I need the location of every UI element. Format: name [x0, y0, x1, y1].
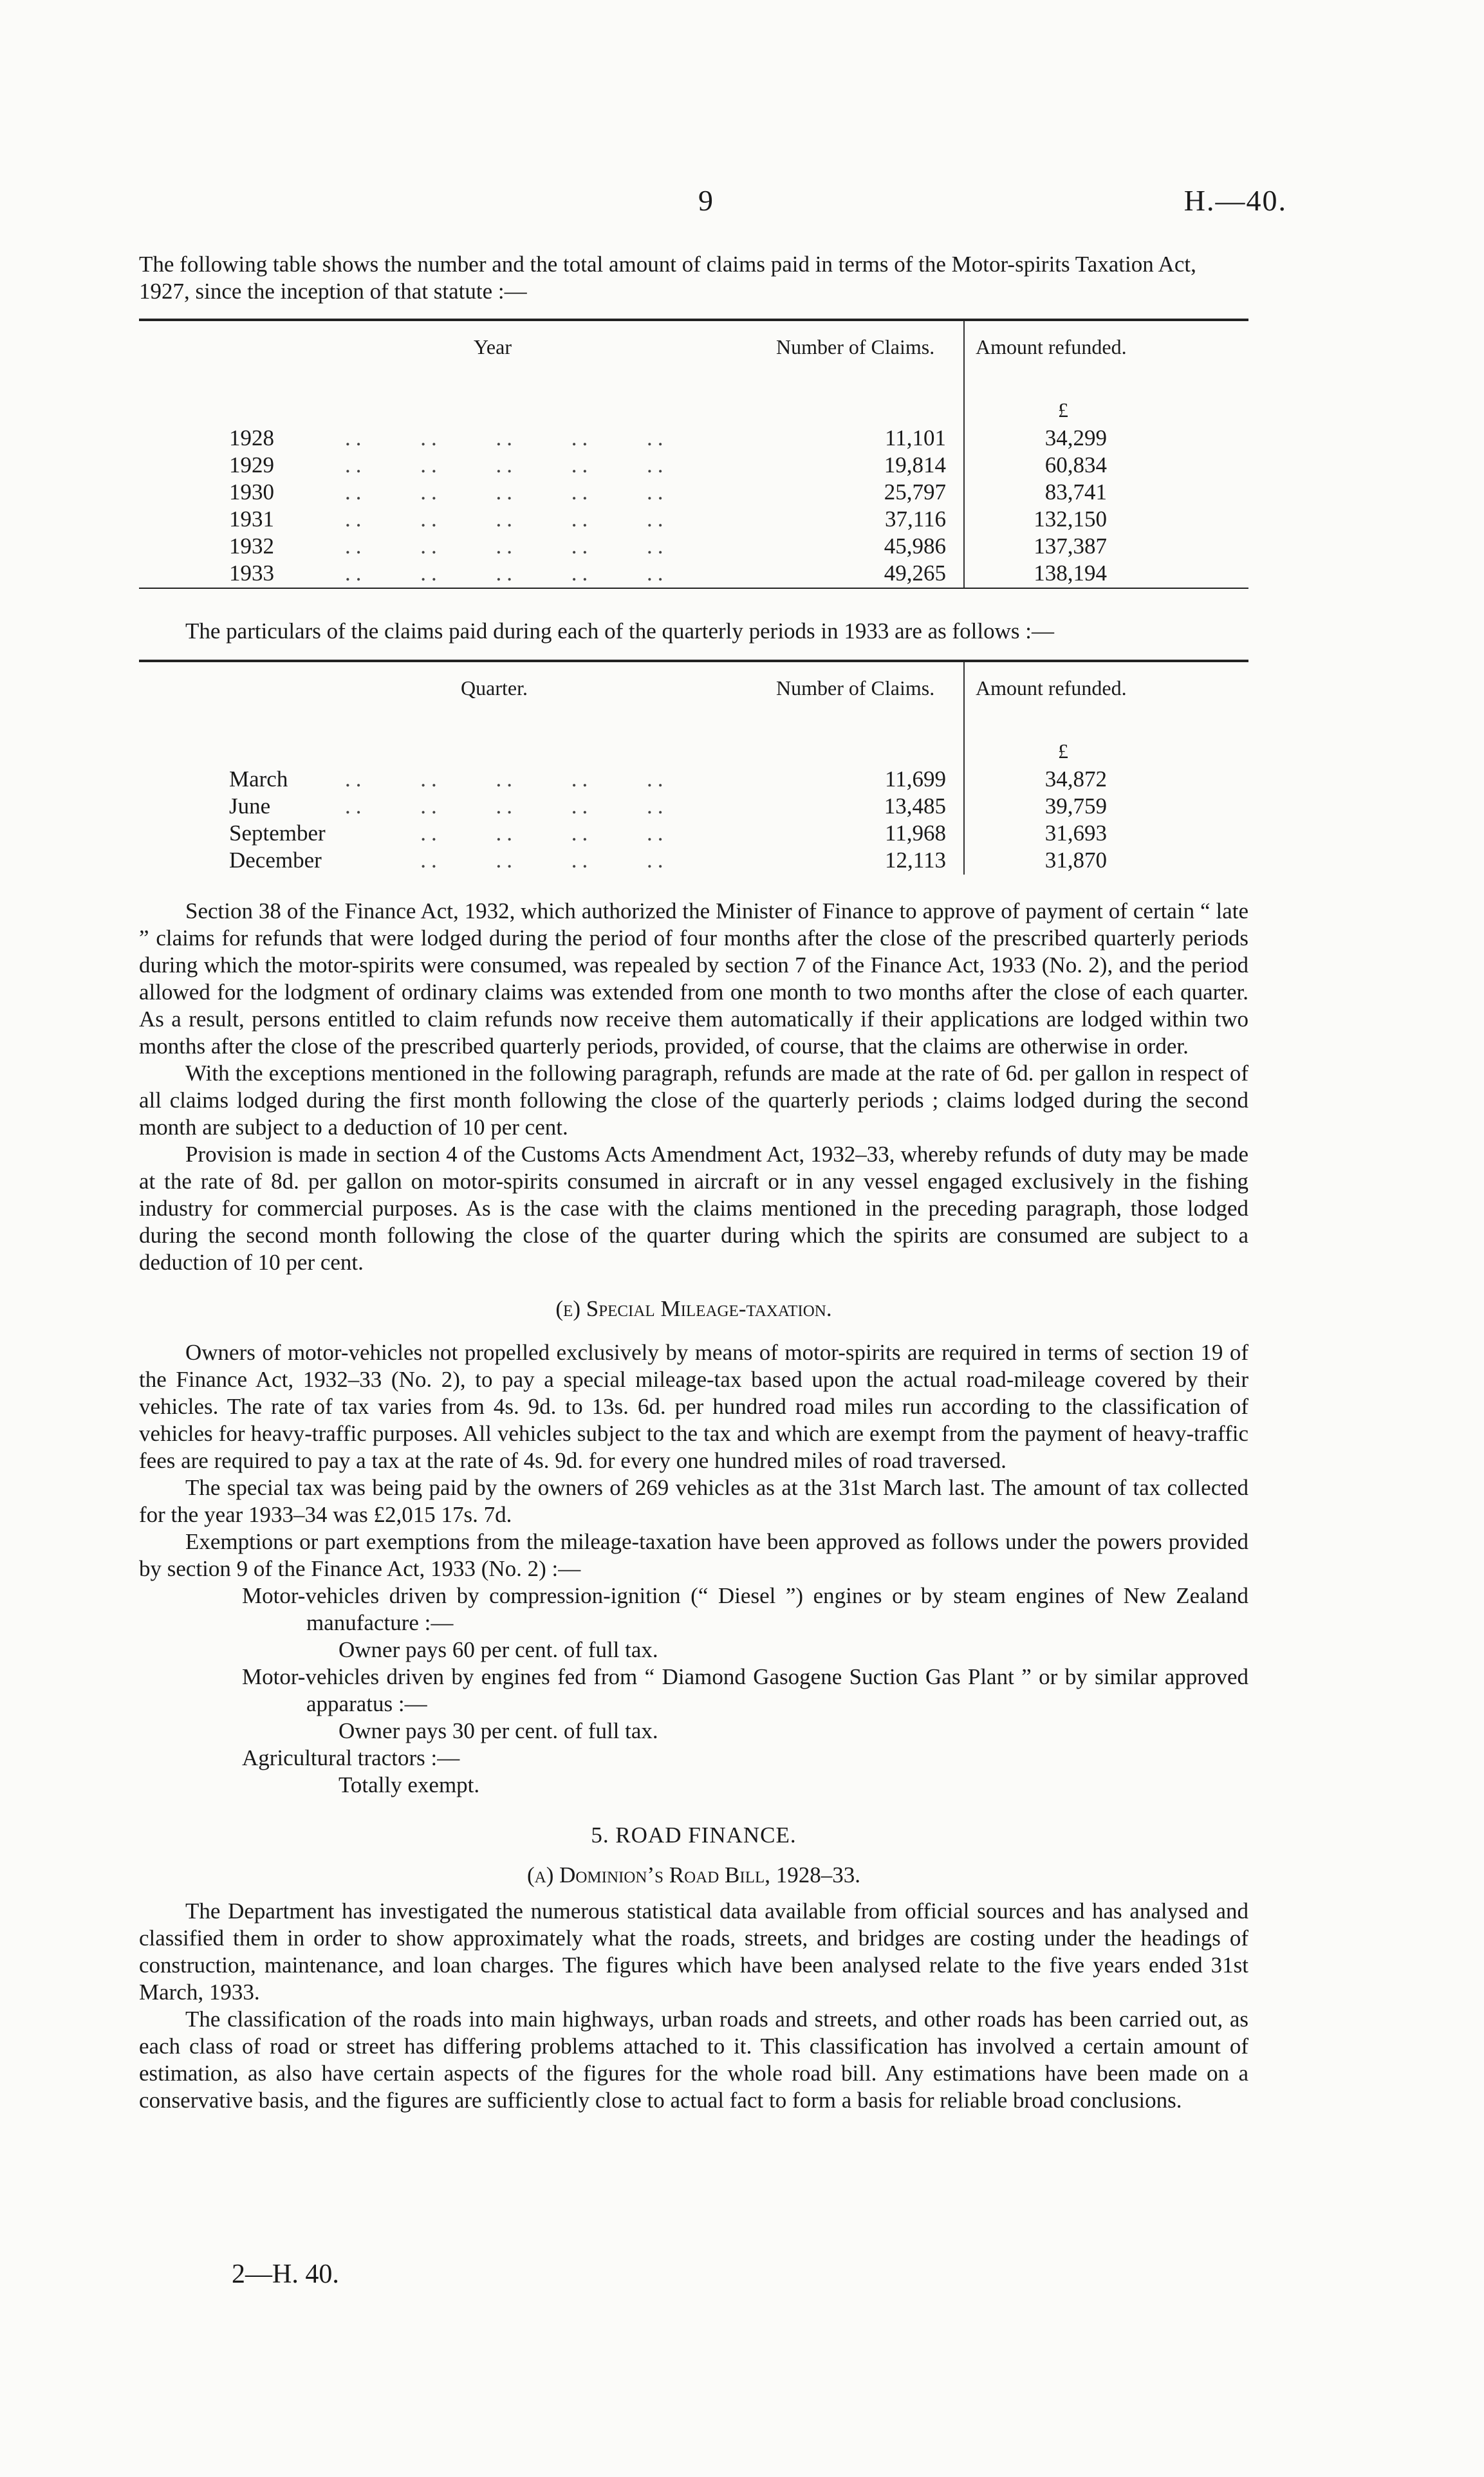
amount-value: 39,759 [1044, 793, 1107, 819]
leader-dots: .. .. .. .. .. [345, 452, 669, 478]
paragraph-refund-rate: With the exceptions mentioned in the following paragraph, refunds are made at the rate of 6d. per gallon in respect of all claims lodged during the first month following the close of the quarterly periods ; claims lodged during the second month are subject to a deduction of 10 per cent. [139, 1061, 1248, 1140]
leader-dots: .. .. .. .. .. [345, 479, 669, 505]
table-body [139, 398, 1248, 588]
paragraph-department-investigation: The Department has investigated the numerous statistical data available from official sources and has analysed and classified them in order to show approximately what the roads, streets, and bridges are costing under the headings of construction, maintenance, and loan charges. The figures which have been analysed relate to the five years ended 31st March, 1933. [139, 1898, 1248, 2005]
row-label: 1931 [229, 506, 274, 532]
claims-value: 11,101 [885, 425, 946, 450]
heading-text: (e) Special Mileage-taxation. [555, 1296, 832, 1321]
leader-dots: .. .. .. .. .. [345, 506, 669, 532]
table-body [139, 739, 1248, 875]
row-label: March [229, 766, 288, 792]
page-number: 9 [698, 184, 713, 217]
document-reference: H.—40. [1183, 184, 1287, 217]
table-row [139, 561, 1248, 588]
exemption-description: Agricultural tractors :— [242, 1745, 460, 1770]
col-header-claims: Number of Claims. [776, 335, 935, 358]
amount-value: 132,150 [1034, 506, 1107, 532]
table-row [139, 425, 1248, 452]
claims-value: 12,113 [885, 848, 946, 873]
col-header-quarter: Quarter. [461, 676, 528, 700]
claims-value: 11,968 [885, 821, 946, 846]
amount-value: 60,834 [1044, 452, 1107, 478]
table-row [139, 452, 1248, 479]
intro-paragraph-2: The particulars of the claims paid during each of the quarterly periods in 1933 are as follows :— [185, 618, 1054, 644]
paragraph-tax-collected: The special tax was being paid by the owners of 269 vehicles as at the 31st March last. The amount of tax collected for the year 1933–34 was £2,015 17s. 7d. [139, 1475, 1248, 1527]
table-row [139, 766, 1248, 793]
paragraph-road-classification: The classification of the roads into main highways, urban roads and streets, and other roads has been carried out, as each class of road or street has differing problems attached to it. This classification has involved a certain amount of estimation, as also have certain aspects of the figures for the whole road bill. Any estimations have been made on a conservative basis, and the figures are sufficiently close to actual fact to form a basis for reliable broad conclusions. [139, 2007, 1248, 2113]
leader-dots: .. .. .. .. .. [345, 561, 669, 586]
leader-dots: .. .. .. .. [345, 821, 669, 846]
column-divider [963, 321, 965, 398]
table-row [139, 793, 1248, 821]
col-header-amount: Amount refunded. [976, 335, 1127, 358]
claims-value: 13,485 [884, 793, 946, 819]
exemption-item [139, 1664, 1248, 1718]
footer-signature: 2—H. 40. [232, 2259, 339, 2289]
table-row [139, 533, 1248, 561]
row-label: 1933 [229, 561, 274, 586]
claims-value: 11,699 [885, 766, 946, 792]
claims-value: 49,265 [884, 561, 946, 586]
section-heading-mileage-taxation [139, 1295, 1248, 1322]
row-label: December [229, 848, 322, 873]
exemption-rate: Totally exempt. [339, 1772, 480, 1797]
table-row [139, 821, 1248, 848]
body-text [139, 898, 1248, 2114]
col-header-amount: Amount refunded. [976, 676, 1127, 700]
amount-value: 83,741 [1044, 479, 1107, 505]
exemption-description: Motor-vehicles driven by compression-ignition (“ Diesel ”) engines or by steam engines of New Zealand manufacture :— [242, 1583, 1248, 1635]
amount-value: 137,387 [1034, 533, 1107, 559]
unit-row [139, 739, 1248, 766]
exemption-description: Motor-vehicles driven by engines fed from “ Diamond Gasogene Suction Gas Plant ” or by similar approved apparatus :— [242, 1664, 1248, 1716]
table-header [139, 321, 1248, 398]
amount-value: 34,299 [1044, 425, 1107, 450]
exemption-detail [139, 1772, 1248, 1799]
row-label: 1930 [229, 479, 274, 505]
amount-value: 138,194 [1034, 561, 1107, 586]
row-label: June [229, 793, 271, 819]
paragraph-mileage-tax: Owners of motor-vehicles not propelled exclusively by means of motor-spirits are required in terms of section 19 of the Finance Act, 1932–33 (No. 2), to pay a special mileage-tax based upon the actual road-mileage covered by their vehicles. The rate of tax varies from 4s. 9d. to 13s. 6d. per hundred road miles run according to the classification of vehicles for heavy-traffic purposes. All vehicles subject to the tax and which are exempt from the payment of heavy-traffic fees are required to pay a tax at the rate of 4s. 9d. for every one hundred miles of road traversed. [139, 1340, 1248, 1473]
col-header-claims: Number of Claims. [776, 676, 935, 700]
row-label: 1932 [229, 533, 274, 559]
claims-by-quarter-table [139, 660, 1248, 875]
heading-text: (a) Dominion’s Road Bill, 1928–33. [526, 1862, 860, 1888]
exemption-item [139, 1745, 1248, 1772]
paragraph-late-claims: Section 38 of the Finance Act, 1932, which authorized the Minister of Finance to approve of payment of certain “ late ” claims for refunds that were lodged during the period of four months after the close of the prescribed quarterly periods during which the motor-spirits were consumed, was repealed by section 7 of the Finance Act, 1933 (No. 2), and the period allowed for the lodgment of ordinary claims was extended from one month to two months after the close of each quarter. As a result, persons entitled to claim refunds now receive them automatically if their applications are lodged within two months after the close of the prescribed quarterly periods, provided, of course, that the claims are otherwise in order. [139, 898, 1248, 1059]
exemption-item [139, 1582, 1248, 1637]
table-row [139, 848, 1248, 875]
claims-by-year-table [139, 319, 1248, 589]
claims-value: 25,797 [884, 479, 946, 505]
row-label: September [229, 821, 326, 846]
unit-row [139, 398, 1248, 425]
leader-dots: .. .. .. .. .. [345, 766, 669, 792]
pound-unit: £ [1058, 398, 1068, 422]
table-bottom-rule [139, 588, 1248, 589]
subheading-road-bill [139, 1862, 1248, 1889]
paragraph-aircraft-vessels: Provision is made in section 4 of the Customs Acts Amendment Act, 1932–33, whereby refunds of duty may be made at the rate of 8d. per gallon on motor-spirits consumed in aircraft or in any vessel engaged exclusively in the fishing industry for commercial purposes. As is the case with the claims mentioned in the preceding paragraph, those lodged during the second month following the close of the quarter during which the spirits are consumed are subject to a deduction of 10 per cent. [139, 1142, 1248, 1275]
leader-dots: .. .. .. .. .. [345, 533, 669, 559]
exemption-detail [139, 1718, 1248, 1745]
amount-value: 34,872 [1044, 766, 1107, 792]
exemption-rate: Owner pays 30 per cent. of full tax. [339, 1718, 658, 1743]
section-heading-road-finance: 5. ROAD FINANCE. [591, 1823, 797, 1848]
claims-value: 19,814 [884, 452, 946, 478]
exemption-detail [139, 1637, 1248, 1664]
exemption-rate: Owner pays 60 per cent. of full tax. [339, 1637, 658, 1662]
row-label: 1928 [229, 425, 274, 450]
claims-value: 45,986 [884, 533, 946, 559]
amount-value: 31,693 [1044, 821, 1107, 846]
leader-dots: .. .. .. .. .. [345, 793, 669, 819]
leader-dots: .. .. .. .. .. [345, 425, 669, 450]
col-header-year: Year [474, 335, 512, 358]
table-row [139, 506, 1248, 533]
table-header [139, 662, 1248, 739]
column-divider [963, 662, 965, 739]
paragraph-exemptions: Exemptions or part exemptions from the mileage-taxation have been approved as follows under the powers provided by section 9 of the Finance Act, 1933 (No. 2) :— [139, 1529, 1248, 1581]
intro-paragraph-1: The following table shows the number and the total amount of claims paid in terms of the Motor-spirits Taxation Act, 1927, since the inception of that statute :— [139, 252, 1196, 304]
table-row [139, 479, 1248, 506]
row-label: 1929 [229, 452, 274, 478]
pound-unit: £ [1058, 739, 1068, 763]
amount-value: 31,870 [1044, 848, 1107, 873]
leader-dots: .. .. .. .. [345, 848, 669, 873]
claims-value: 37,116 [885, 506, 946, 532]
